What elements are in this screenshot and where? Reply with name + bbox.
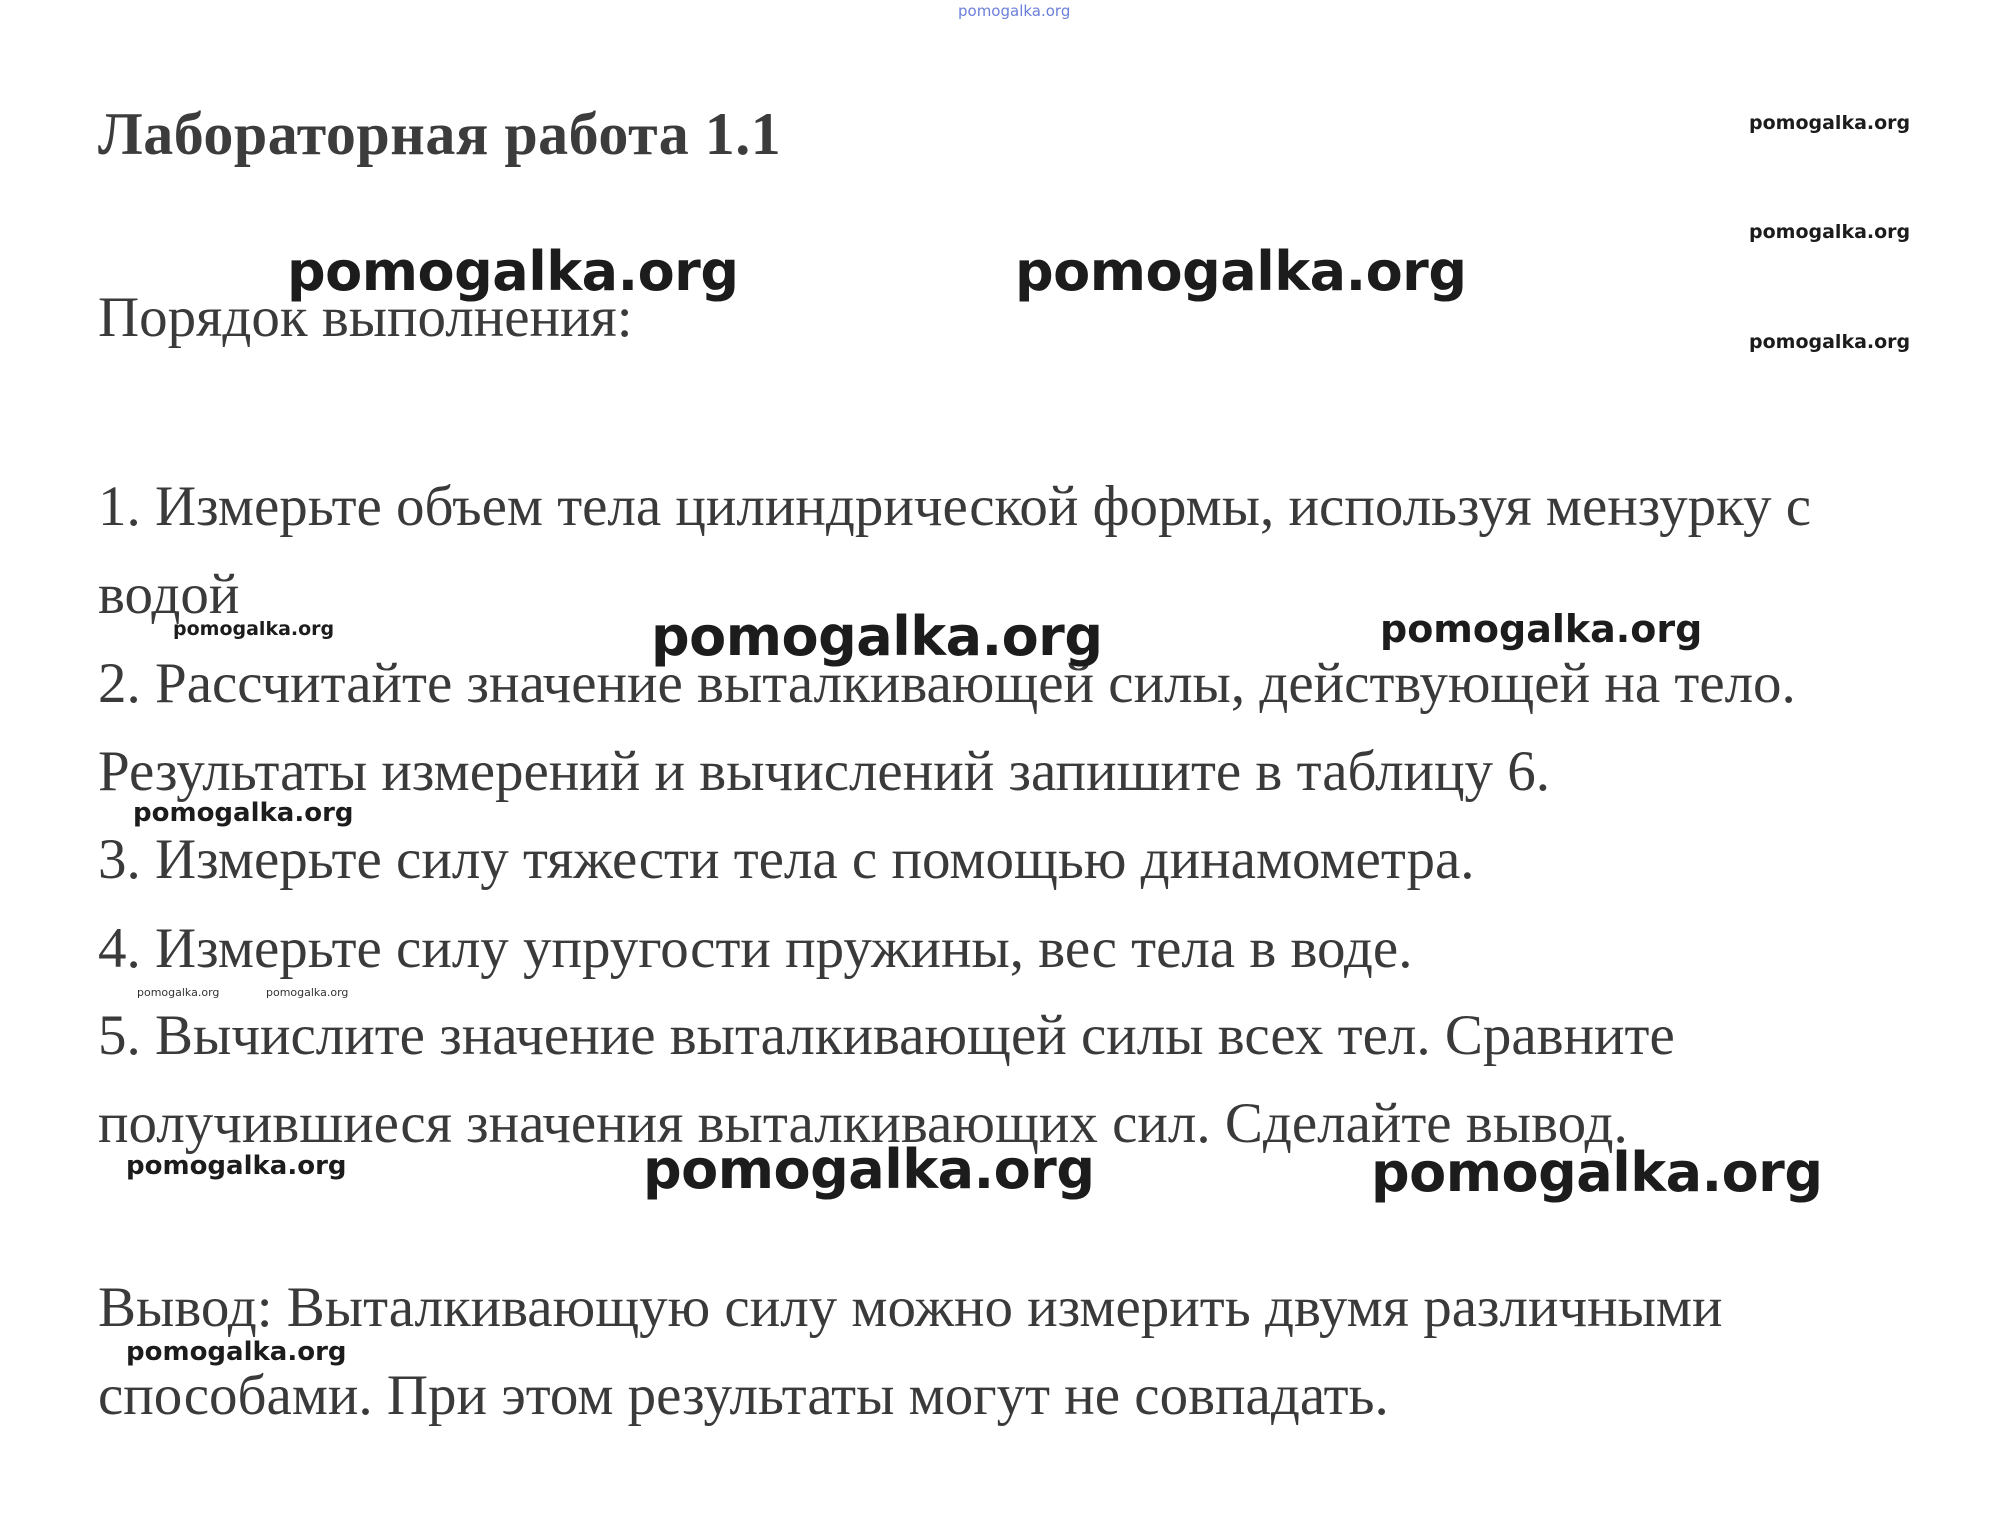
step-4: 4. Измерьте силу упругости пружины, вес тела в воде. (98, 917, 1413, 980)
watermark: pomogalka.org (173, 618, 335, 640)
watermark: pomogalka.org (126, 1151, 347, 1181)
step-2-line-1: 2. Рассчитайте значение выталкивающей силы, действующей на тело. (98, 652, 1796, 715)
watermark: pomogalka.org (1749, 112, 1911, 134)
conclusion-line-1: Вывод: Выталкивающую силу можно измерить двумя различными (98, 1276, 1723, 1339)
watermark: pomogalka.org (958, 2, 1071, 20)
watermark: pomogalka.org (287, 240, 739, 303)
step-5-line-1: 5. Вычислите значение выталкивающей силы всех тел. Сравните (98, 1004, 1675, 1067)
watermark: pomogalka.org (126, 1337, 347, 1367)
watermark: pomogalka.org (1015, 240, 1467, 303)
page-title: Лабораторная работа 1.1 (98, 101, 782, 167)
step-3: 3. Измерьте силу тяжести тела с помощью динамометра. (98, 828, 1475, 891)
step-1-line-2: водой (98, 563, 240, 626)
watermark: pomogalka.org (137, 986, 220, 999)
watermark: pomogalka.org (1749, 221, 1911, 243)
step-5-line-2: получившиеся значения выталкивающих сил. Сделайте вывод. (98, 1092, 1628, 1155)
section-heading: Порядок выполнения: (98, 286, 633, 349)
watermark: pomogalka.org (1749, 331, 1911, 353)
watermark: pomogalka.org (1371, 1141, 1823, 1204)
watermark: pomogalka.org (133, 798, 354, 828)
watermark: pomogalka.org (651, 605, 1103, 668)
watermark: pomogalka.org (1380, 607, 1703, 651)
watermark: pomogalka.org (643, 1138, 1095, 1201)
conclusion-line-2: способами. При этом результаты могут не совпадать. (98, 1364, 1389, 1427)
watermark: pomogalka.org (266, 986, 349, 999)
step-1-line-1: 1. Измерьте объем тела цилиндрической формы, используя мензурку с (98, 475, 1812, 538)
step-2-line-2: Результаты измерений и вычислений запишите в таблицу 6. (98, 740, 1551, 803)
